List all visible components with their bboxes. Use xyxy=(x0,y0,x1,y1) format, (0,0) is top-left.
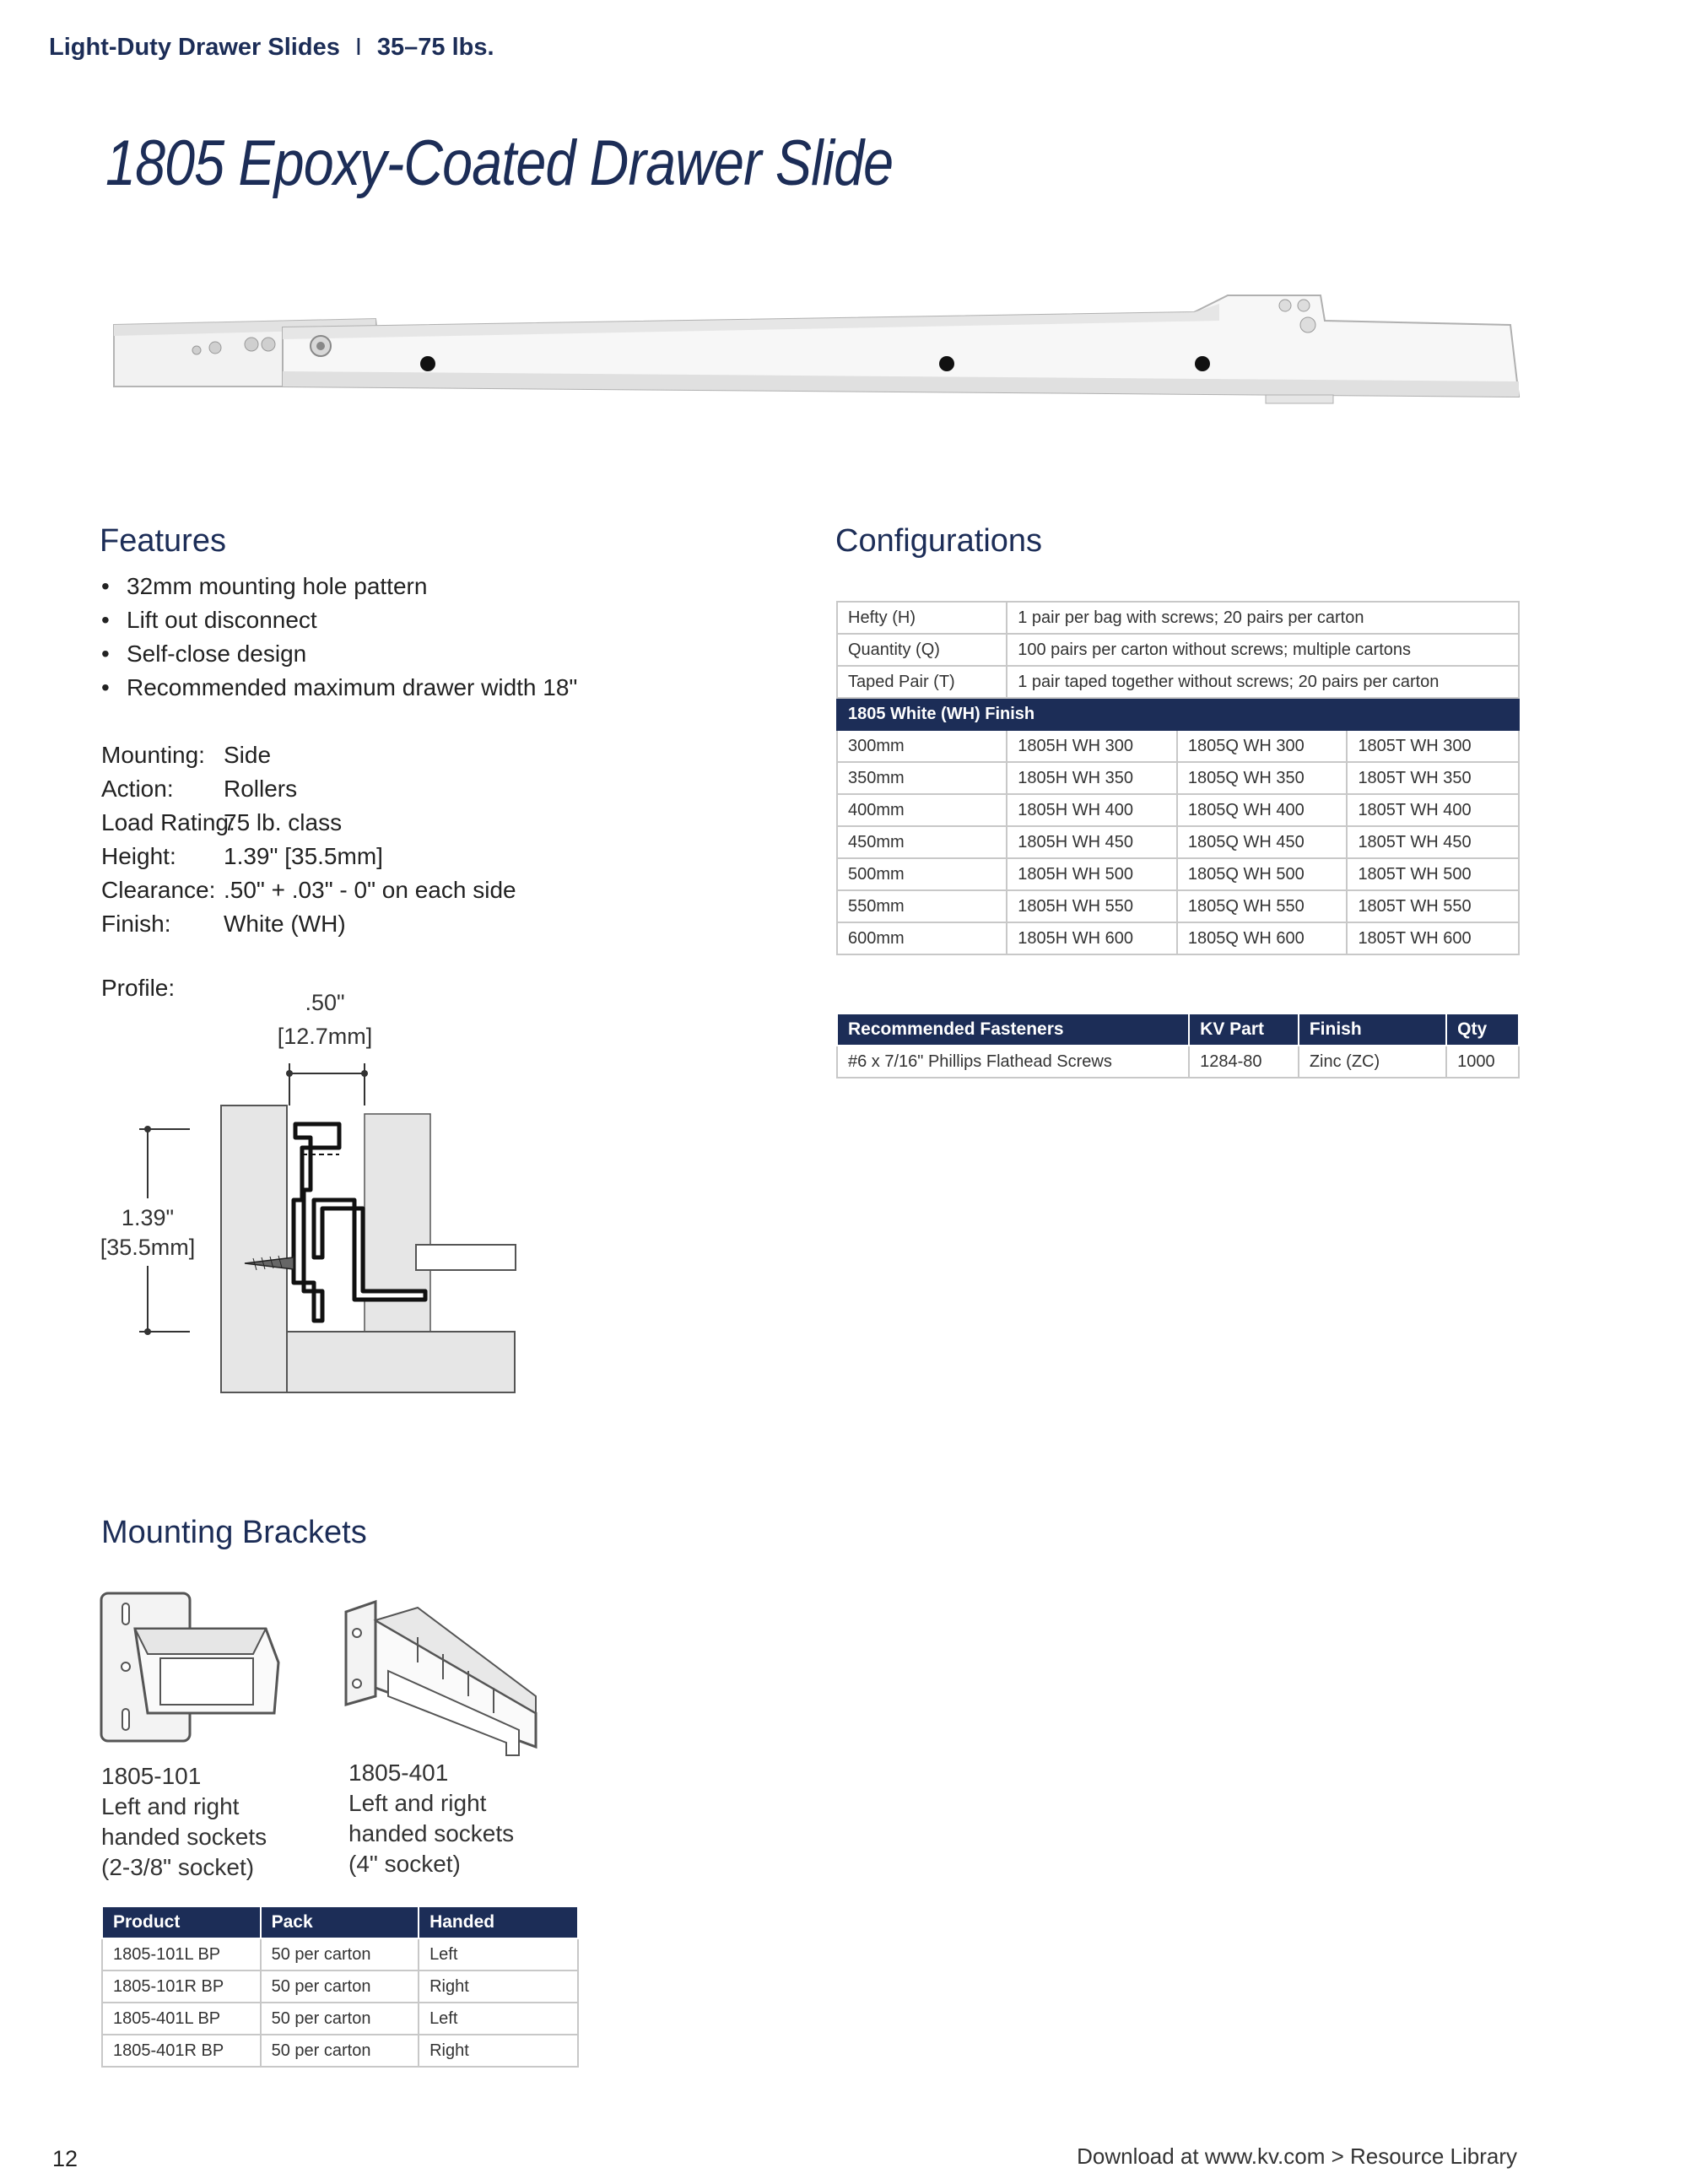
size-cell: 350mm xyxy=(837,762,1007,794)
page-title: 1805 Epoxy-Coated Drawer Slide xyxy=(105,127,894,199)
brackets-heading: Mounting Brackets xyxy=(101,1515,367,1550)
profile-diagram xyxy=(93,979,532,1409)
table-row xyxy=(837,602,1519,634)
table-row xyxy=(102,1970,578,2003)
spec-label: Height: xyxy=(101,843,176,869)
spec-row-load-rating xyxy=(101,806,516,840)
bracket-desc: (2-3/8" socket) xyxy=(101,1854,255,1880)
part-cell: 1805Q WH 400 xyxy=(1177,794,1348,826)
size-cell: 600mm xyxy=(837,922,1007,954)
table-row xyxy=(102,2035,578,2067)
spec-value: Rollers xyxy=(224,776,298,802)
bracket-1805-401-image xyxy=(342,1595,544,1764)
fastener-cell: #6 x 7/16" Phillips Flathead Screws xyxy=(837,1046,1189,1078)
header-separator: I xyxy=(354,34,362,61)
part-cell: 1805T WH 300 xyxy=(1347,730,1519,762)
spec-row-finish xyxy=(101,907,516,941)
col-header: Handed xyxy=(419,1906,578,1938)
size-cell: 550mm xyxy=(837,890,1007,922)
part-cell: 1805H WH 400 xyxy=(1007,794,1177,826)
list-item: • 32mm mounting hole pattern xyxy=(101,570,577,603)
part-cell: 1805H WH 500 xyxy=(1007,858,1177,890)
spec-value: 75 lb. class xyxy=(224,809,343,835)
spec-label: Finish: xyxy=(101,911,171,937)
part-cell: 1805Q WH 450 xyxy=(1177,826,1348,858)
spec-row-height xyxy=(101,840,516,873)
pack-cell: 50 per carton xyxy=(261,1970,419,2003)
bracket-part: 1805-101 xyxy=(101,1763,202,1789)
part-cell: 1805T WH 550 xyxy=(1347,890,1519,922)
header-category: Light-Duty Drawer Slides xyxy=(49,34,340,61)
specs-list xyxy=(101,738,516,941)
part-cell: 1805T WH 600 xyxy=(1347,922,1519,954)
col-header: Pack xyxy=(261,1906,419,1938)
part-cell: 1805Q WH 350 xyxy=(1177,762,1348,794)
table-row xyxy=(837,890,1519,922)
qty-cell: 1000 xyxy=(1446,1046,1519,1078)
part-cell: 1805Q WH 500 xyxy=(1177,858,1348,890)
spec-label: Action: xyxy=(101,776,174,802)
packaging-desc: 100 pairs per carton without screws; multiple cartons xyxy=(1007,634,1519,666)
table-row xyxy=(837,794,1519,826)
part-cell: 1805Q WH 300 xyxy=(1177,730,1348,762)
features-heading: Features xyxy=(100,523,226,559)
header-weight-range: 35–75 lbs. xyxy=(376,34,494,61)
packaging-name: Hefty (H) xyxy=(837,602,1007,634)
bracket-desc: handed sockets xyxy=(101,1824,267,1850)
table-row xyxy=(837,730,1519,762)
product-cell: 1805-401R BP xyxy=(102,2035,261,2067)
fasteners-table xyxy=(836,1013,1520,1078)
handed-cell: Right xyxy=(419,1970,578,2003)
brackets-table xyxy=(101,1906,579,2068)
configurations-heading: Configurations xyxy=(835,523,1043,559)
table-row xyxy=(837,634,1519,666)
part-cell: 1805T WH 500 xyxy=(1347,858,1519,890)
spec-row-clearance xyxy=(101,873,516,907)
list-item: • Recommended maximum drawer width 18" xyxy=(101,671,577,705)
part-cell: 1805H WH 300 xyxy=(1007,730,1177,762)
size-cell: 500mm xyxy=(837,858,1007,890)
bracket-desc: Left and right xyxy=(101,1793,240,1819)
part-cell: 1805H WH 600 xyxy=(1007,922,1177,954)
spec-value: Side xyxy=(224,742,272,768)
spec-label: Mounting: xyxy=(101,742,205,768)
table-row xyxy=(837,858,1519,890)
table-row xyxy=(837,922,1519,954)
spec-value: White (WH) xyxy=(224,911,346,937)
bracket-1805-101-image xyxy=(97,1587,287,1747)
spec-label: Load Rating: xyxy=(101,809,235,835)
product-cell: 1805-101R BP xyxy=(102,1970,261,2003)
col-header: Finish xyxy=(1299,1014,1446,1046)
bracket-desc: Left and right xyxy=(348,1790,487,1816)
bracket-desc: (4" socket) xyxy=(348,1851,461,1877)
product-cell: 1805-101L BP xyxy=(102,1938,261,1970)
table-row xyxy=(837,1046,1519,1078)
table-row xyxy=(837,826,1519,858)
part-cell: 1805H WH 350 xyxy=(1007,762,1177,794)
table-header-row xyxy=(837,1014,1519,1046)
pack-cell: 50 per carton xyxy=(261,1938,419,1970)
table-row xyxy=(102,2003,578,2035)
size-cell: 450mm xyxy=(837,826,1007,858)
packaging-desc: 1 pair per bag with screws; 20 pairs per carton xyxy=(1007,602,1519,634)
profile-width-mm: [12.7mm] xyxy=(277,1024,373,1049)
product-cell: 1805-401L BP xyxy=(102,2003,261,2035)
col-header: Recommended Fasteners xyxy=(837,1014,1189,1046)
packaging-name: Quantity (Q) xyxy=(837,634,1007,666)
bracket-desc: handed sockets xyxy=(348,1820,515,1846)
bracket-part: 1805-401 xyxy=(348,1760,449,1786)
col-header: KV Part xyxy=(1189,1014,1299,1046)
spec-value: 1.39" [35.5mm] xyxy=(224,843,383,869)
table-row xyxy=(837,666,1519,698)
handed-cell: Left xyxy=(419,2003,578,2035)
part-cell: 1284-80 xyxy=(1189,1046,1299,1078)
part-cell: 1805T WH 350 xyxy=(1347,762,1519,794)
part-cell: 1805Q WH 600 xyxy=(1177,922,1348,954)
profile-height-in: 1.39" xyxy=(121,1205,175,1230)
pack-cell: 50 per carton xyxy=(261,2035,419,2067)
finish-cell: Zinc (ZC) xyxy=(1299,1046,1446,1078)
page-number: 12 xyxy=(52,2146,78,2171)
spec-row-mounting xyxy=(101,738,516,772)
table-row xyxy=(837,762,1519,794)
features-list xyxy=(101,570,577,705)
size-cell: 400mm xyxy=(837,794,1007,826)
finish-band: 1805 White (WH) Finish xyxy=(837,698,1519,730)
part-cell: 1805Q WH 550 xyxy=(1177,890,1348,922)
handed-cell: Left xyxy=(419,1938,578,1970)
list-item: • Self-close design xyxy=(101,637,577,671)
drawer-slide-image xyxy=(105,287,1523,414)
bracket-caption-2 xyxy=(348,1758,514,1879)
size-cell: 300mm xyxy=(837,730,1007,762)
table-row xyxy=(102,1938,578,1970)
page-header xyxy=(49,34,494,62)
profile-width-in: .50" xyxy=(305,990,345,1015)
list-item: • Lift out disconnect xyxy=(101,603,577,637)
footer-download-link[interactable]: Download at www.kv.com > Resource Library xyxy=(1077,2143,1517,2169)
pack-cell: 50 per carton xyxy=(261,2003,419,2035)
profile-label: Profile: xyxy=(101,975,176,1001)
packaging-desc: 1 pair taped together without screws; 20 pairs per carton xyxy=(1007,666,1519,698)
part-cell: 1805H WH 550 xyxy=(1007,890,1177,922)
finish-band-row xyxy=(837,698,1519,730)
handed-cell: Right xyxy=(419,2035,578,2067)
col-header: Qty xyxy=(1446,1014,1519,1046)
spec-row-action xyxy=(101,772,516,806)
spec-label: Clearance: xyxy=(101,877,216,903)
part-cell: 1805T WH 450 xyxy=(1347,826,1519,858)
bracket-caption-1 xyxy=(101,1761,267,1883)
configurations-table xyxy=(836,601,1520,955)
col-header: Product xyxy=(102,1906,261,1938)
packaging-name: Taped Pair (T) xyxy=(837,666,1007,698)
part-cell: 1805H WH 450 xyxy=(1007,826,1177,858)
table-header-row xyxy=(102,1906,578,1938)
part-cell: 1805T WH 400 xyxy=(1347,794,1519,826)
spec-value: .50" + .03" - 0" on each side xyxy=(224,877,516,903)
profile-height-mm: [35.5mm] xyxy=(100,1235,196,1260)
